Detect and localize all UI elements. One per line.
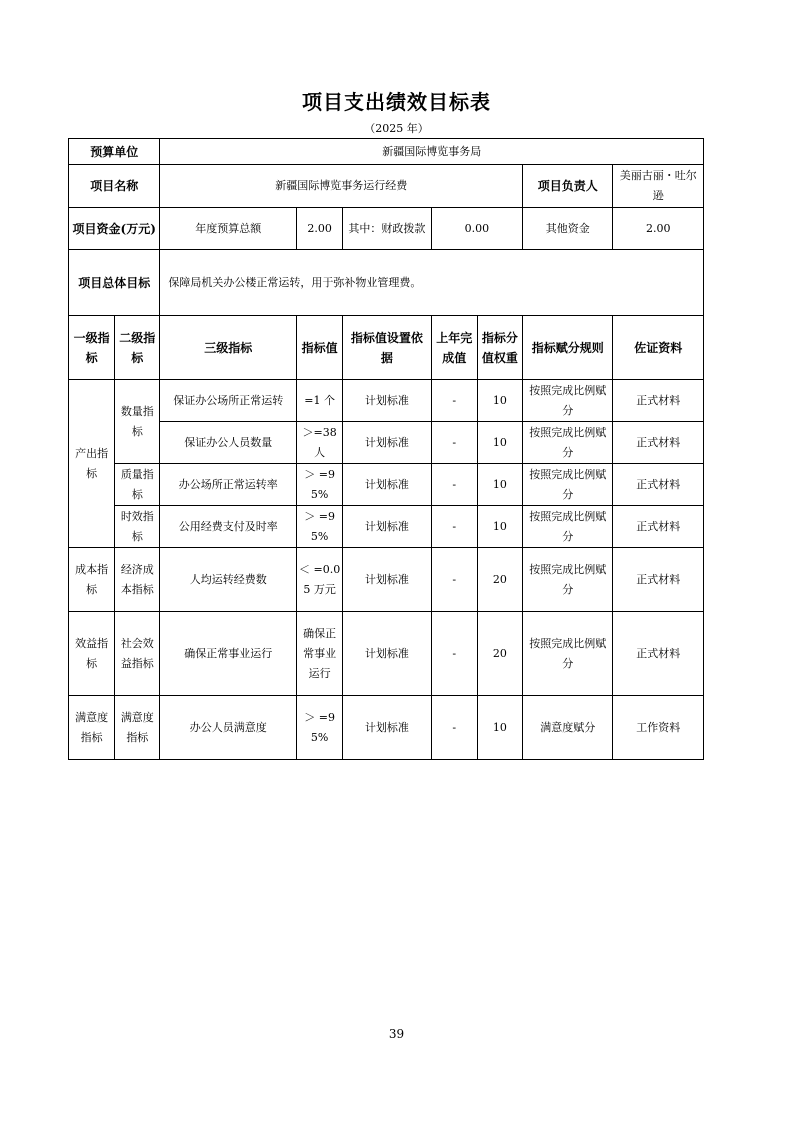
row-last-year: -	[431, 612, 477, 696]
row-indicator: 保证办公场所正常运转	[160, 380, 297, 422]
row-value: 确保正常事业运行	[297, 612, 343, 696]
fiscal-label: 其中：财政拨款	[343, 208, 431, 250]
row-value: =1 个	[297, 380, 343, 422]
row-value: ＞=38 人	[297, 422, 343, 464]
level1-cost: 成本指标	[69, 548, 115, 612]
level1-benefit: 效益指标	[69, 612, 115, 696]
header-level2: 二级指标	[115, 316, 160, 380]
goal-label: 项目总体目标	[69, 250, 160, 316]
row-rule: 满意度赋分	[523, 696, 613, 760]
row-basis: 计划标准	[343, 612, 431, 696]
fiscal-value: 0.00	[431, 208, 522, 250]
row-weight: 10	[477, 380, 522, 422]
level1-output: 产出指标	[69, 380, 115, 548]
row-last-year: -	[431, 548, 477, 612]
row-rule: 按照完成比例赋分	[523, 464, 613, 506]
row-indicator: 公用经费支付及时率	[160, 506, 297, 548]
project-name-value: 新疆国际博览事务运行经费	[160, 165, 523, 208]
row-indicator: 人均运转经费数	[160, 548, 297, 612]
project-name-label: 项目名称	[69, 165, 160, 208]
row-weight: 10	[477, 464, 522, 506]
row-rule: 按照完成比例赋分	[523, 612, 613, 696]
row-evidence: 正式材料	[613, 506, 704, 548]
row-basis: 计划标准	[343, 380, 431, 422]
goal-value: 保障局机关办公楼正常运转，用于弥补物业管理费。	[160, 250, 704, 316]
row-indicator: 确保正常事业运行	[160, 612, 297, 696]
row-rule: 按照完成比例赋分	[523, 506, 613, 548]
row-value: ＞ =95%	[297, 506, 343, 548]
row-value: ＜ =0.05 万元	[297, 548, 343, 612]
budget-unit-value: 新疆国际博览事务局	[160, 139, 704, 165]
row-indicator: 保证办公人员数量	[160, 422, 297, 464]
row-weight: 10	[477, 506, 522, 548]
row-value: ＞ =95%	[297, 464, 343, 506]
performance-table	[68, 138, 704, 760]
page-title: 项目支出绩效目标表	[302, 90, 491, 114]
row-weight: 20	[477, 548, 522, 612]
owner-value: 美丽古丽・吐尔逊	[613, 165, 704, 208]
annual-budget-value: 2.00	[297, 208, 343, 250]
row-weight: 20	[477, 612, 522, 696]
row-evidence: 正式材料	[613, 464, 704, 506]
row-last-year: -	[431, 506, 477, 548]
row-rule: 按照完成比例赋分	[523, 380, 613, 422]
header-level1: 一级指标	[69, 316, 115, 380]
row-evidence: 正式材料	[613, 612, 704, 696]
row-evidence: 工作资料	[613, 696, 704, 760]
row-last-year: -	[431, 696, 477, 760]
header-evidence: 佐证资料	[613, 316, 704, 380]
row-rule: 按照完成比例赋分	[523, 422, 613, 464]
budget-unit-label: 预算单位	[69, 139, 160, 165]
owner-label: 项目负责人	[523, 165, 613, 208]
row-last-year: -	[431, 380, 477, 422]
row-weight: 10	[477, 696, 522, 760]
row-indicator: 办公场所正常运转率	[160, 464, 297, 506]
header-rule: 指标赋分规则	[523, 316, 613, 380]
other-funds-label: 其他资金	[523, 208, 613, 250]
row-evidence: 正式材料	[613, 380, 704, 422]
level2-quantity: 数量指标	[115, 380, 160, 464]
header-value: 指标值	[297, 316, 343, 380]
level1-satisfaction: 满意度指标	[69, 696, 115, 760]
row-indicator: 办公人员满意度	[160, 696, 297, 760]
row-last-year: -	[431, 464, 477, 506]
row-basis: 计划标准	[343, 506, 431, 548]
row-rule: 按照完成比例赋分	[523, 548, 613, 612]
row-basis: 计划标准	[343, 548, 431, 612]
annual-budget-label: 年度预算总额	[160, 208, 297, 250]
level2-satisfaction: 满意度指标	[115, 696, 160, 760]
row-basis: 计划标准	[343, 464, 431, 506]
row-weight: 10	[477, 422, 522, 464]
year-label: （2025 年）	[364, 122, 429, 135]
row-last-year: -	[431, 422, 477, 464]
row-evidence: 正式材料	[613, 548, 704, 612]
level2-timeliness: 时效指标	[115, 506, 160, 548]
header-last-year: 上年完成值	[431, 316, 477, 380]
level2-economic-cost: 经济成本指标	[115, 548, 160, 612]
page-number: 39	[388, 1027, 405, 1041]
row-basis: 计划标准	[343, 696, 431, 760]
level2-quality: 质量指标	[115, 464, 160, 506]
row-basis: 计划标准	[343, 422, 431, 464]
other-funds-value: 2.00	[613, 208, 704, 250]
header-weight: 指标分值权重	[477, 316, 522, 380]
row-evidence: 正式材料	[613, 422, 704, 464]
row-value: ＞ =95%	[297, 696, 343, 760]
funds-label: 项目资金(万元)	[69, 208, 160, 250]
header-basis: 指标值设置依据	[343, 316, 431, 380]
header-level3: 三级指标	[160, 316, 297, 380]
level2-social-benefit: 社会效益指标	[115, 612, 160, 696]
